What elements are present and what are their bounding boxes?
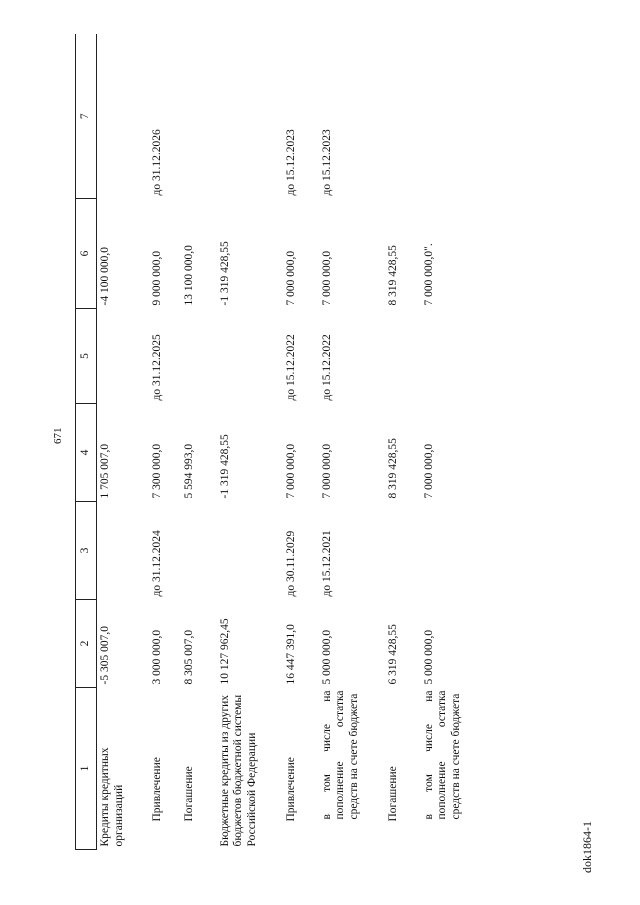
cell: 8 319 428,55: [386, 438, 399, 499]
cell: [97, 502, 149, 600]
page-number: 671: [52, 427, 64, 444]
cell: [385, 309, 421, 404]
cell: 6 319 428,55: [386, 624, 399, 685]
row-label: в том числе на пополнение остатка средств на счете бюджета: [422, 690, 462, 820]
cell: -5 305 007,0: [99, 626, 111, 685]
table-row: [421, 35, 487, 850]
row-label: Кредиты кредитных организаций: [99, 747, 125, 847]
cell: до 30.11.2029: [284, 530, 297, 597]
table-row: [149, 35, 181, 850]
cell: до 31.12.2025: [150, 334, 163, 401]
cell: до 31.12.2024: [150, 530, 163, 597]
table-row: [385, 35, 421, 850]
header-col-7: 7: [76, 35, 97, 199]
table-row: [181, 35, 217, 850]
header-col-2: 2: [76, 600, 97, 688]
cell: 13 100 000,0: [182, 245, 195, 306]
cell: [421, 309, 487, 404]
cell: 10 127 962,45: [218, 618, 231, 685]
cell: до 31.12.2026: [150, 129, 163, 196]
budget-table: [75, 35, 487, 851]
rotated-table-container: [75, 35, 595, 850]
cell: [217, 35, 283, 199]
cell: 7 000 000,0".: [422, 243, 435, 306]
cell: 8 305 007,0: [182, 629, 195, 685]
cell: 5 000 000,0: [422, 629, 435, 685]
cell: -1 319 428,55: [218, 241, 231, 306]
cell: [217, 502, 283, 600]
cell: 7 000 000,0: [320, 250, 333, 306]
row-label: Бюджетные кредиты из других бюджетов бюджетной системы Российской Федерации: [218, 694, 258, 847]
cell: [421, 502, 487, 600]
table-row: [319, 35, 385, 850]
cell: [385, 502, 421, 600]
row-label: Привлечение: [284, 757, 297, 822]
document-code: dok1864-1: [580, 821, 594, 873]
cell: 3 000 000,0: [150, 629, 163, 685]
header-col-1: 1: [76, 688, 97, 850]
table-row: [217, 35, 283, 850]
header-row: [76, 35, 97, 850]
cell: 7 300 000,0: [150, 443, 163, 499]
cell: [181, 502, 217, 600]
cell: 7 000 000,0: [284, 443, 297, 499]
cell: до 15.12.2023: [320, 129, 333, 196]
row-label: Погашение: [182, 766, 195, 822]
cell: [421, 35, 487, 199]
cell: 5 000 000,0: [320, 629, 333, 685]
cell: до 15.12.2022: [284, 334, 297, 401]
cell: [217, 309, 283, 404]
cell: 7 000 000,0: [284, 250, 297, 306]
cell: -4 100 000,0: [99, 247, 111, 306]
cell: [97, 35, 149, 199]
header-col-5: 5: [76, 309, 97, 404]
row-label: Привлечение: [150, 757, 163, 822]
header-col-4: 4: [76, 404, 97, 502]
header-col-3: 3: [76, 502, 97, 600]
cell: -1 319 428,55: [218, 434, 231, 499]
cell: [181, 309, 217, 404]
cell: [385, 35, 421, 199]
cell: [97, 309, 149, 404]
cell: [181, 35, 217, 199]
table-row: [97, 35, 149, 850]
cell: до 15.12.2021: [320, 530, 333, 597]
cell: 9 000 000,0: [150, 250, 163, 306]
cell: до 15.12.2022: [320, 334, 333, 401]
cell: 7 000 000,0: [422, 443, 435, 499]
row-label: в том числе на пополнение остатка средств на счете бюджета: [320, 690, 360, 820]
header-col-6: 6: [76, 199, 97, 309]
cell: 1 705 007,0: [99, 443, 111, 499]
table-row: [283, 35, 319, 850]
cell: 5 594 993,0: [182, 443, 195, 499]
cell: до 15.12.2023: [284, 129, 297, 196]
cell: 8 319 428,55: [386, 245, 399, 306]
cell: 16 447 391,0: [284, 624, 297, 685]
row-label: Погашение: [386, 766, 399, 822]
cell: 7 000 000,0: [320, 443, 333, 499]
